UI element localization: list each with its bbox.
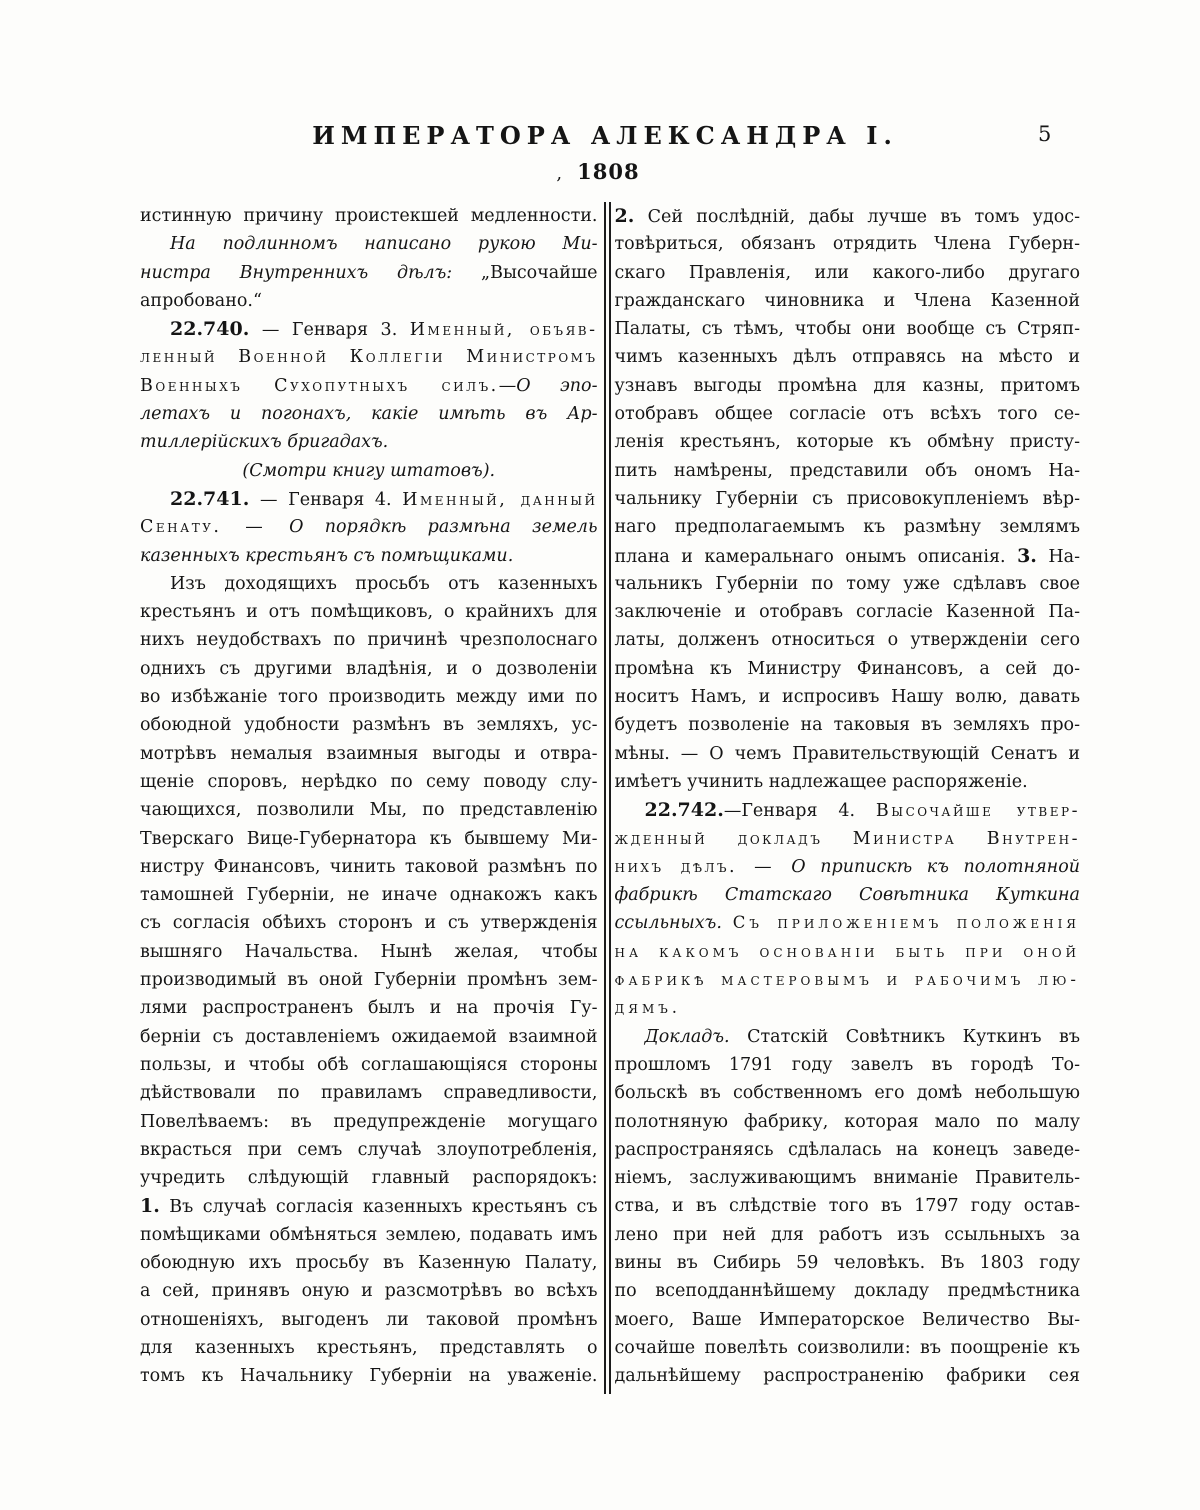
text-segment: Повелѣваемъ: въ предупрежденіе могущаго [140, 1111, 598, 1132]
text-line [615, 259, 1081, 287]
text-line [140, 881, 598, 909]
right-column [615, 202, 1081, 1390]
text-segment: отношеніяхъ, выгоденъ ли таковой промѣнъ [140, 1309, 598, 1330]
text-line [615, 1334, 1081, 1362]
text-segment: ленія крестьянъ, которые къ обмѣну присту- [614, 432, 1080, 453]
text-line [140, 259, 598, 287]
text-line [615, 1306, 1081, 1334]
text-line [140, 1108, 598, 1136]
year-label: 1808 [577, 159, 640, 184]
text-segment: Палаты, съ тѣмъ, чтобы они вообще съ Стряп- [614, 319, 1080, 340]
text-segment: нистра Внутреннихъ дѣлъ: [140, 262, 482, 283]
text-segment: носитъ Намъ, и испросивъ Нашу волю, давать [614, 687, 1080, 708]
text-line [615, 740, 1081, 768]
text-segment: 22.742. [644, 799, 724, 822]
text-segment: распространяясь сдѣлалась на конецъ заведе- [614, 1139, 1080, 1160]
text-line [615, 372, 1081, 400]
text-line [615, 1277, 1081, 1305]
text-segment: жденный докладъ Министра Внутрен- [614, 828, 1080, 849]
text-segment: Тверскаго Вице-Губернатора къ бывшему Ми- [140, 828, 598, 849]
text-line [140, 372, 598, 400]
text-segment: Докладъ. [644, 1026, 730, 1047]
text-segment: товѣриться, обязанъ отрядить Члена Губерн- [614, 234, 1080, 255]
text-line [615, 825, 1081, 853]
text-segment: 1. [140, 1195, 160, 1218]
text-segment: промѣна къ Министру Финансовъ, а сей до- [614, 658, 1080, 679]
text-line [140, 343, 598, 371]
text-segment: лено при ней для работъ изъ ссыльныхъ за [614, 1224, 1080, 1245]
text-segment: гражданскаго чиновника и Члена Казенной [614, 290, 1080, 311]
text-line [140, 626, 598, 654]
text-segment: летахъ и погонахъ, какіе имѣть въ Ар- [140, 404, 598, 425]
text-segment: латы, долженъ относиться о утвержденіи сего [614, 630, 1080, 651]
text-segment: дѣйствовали по правиламъ справедливости, [140, 1083, 598, 1104]
text-line [140, 966, 598, 994]
text-line [615, 909, 1081, 937]
text-line [615, 768, 1081, 796]
text-segment: Въ случаѣ согласія казенныхъ крестьянъ съ [159, 1197, 598, 1218]
text-segment: нихъ дѣлъ. — [614, 856, 792, 877]
text-segment: пользы, и чтобы обѣ соглашающіяся стороны [140, 1054, 598, 1075]
left-column [140, 202, 598, 1390]
text-segment: Высочайше утвер- [875, 801, 1080, 822]
text-segment: ссыльныхъ. [614, 913, 733, 934]
text-line [615, 881, 1081, 909]
text-segment: 2. [614, 205, 635, 227]
text-line [140, 428, 598, 456]
text-line [140, 740, 598, 768]
text-line [615, 542, 1081, 570]
text-line [615, 683, 1081, 711]
text-segment: фабрикѣ мастеровымъ и рабочимъ лю- [614, 970, 1080, 990]
text-segment: чальникъ Губерніи по тому уже сдѣлавъ свое [614, 573, 1080, 594]
text-line [140, 230, 598, 258]
text-segment: нихъ неудобствахъ по причинѣ чрезполоснаго [140, 630, 598, 651]
text-line [615, 1221, 1081, 1249]
text-line [140, 315, 598, 343]
text-segment: дямъ. [614, 998, 682, 1018]
page-number: 5 [1038, 122, 1052, 146]
text-line [140, 1277, 598, 1305]
text-segment: помѣщиками обмѣняться землею, подавать имъ [140, 1224, 598, 1245]
text-line [140, 1249, 598, 1277]
text-line [615, 485, 1081, 513]
text-line [140, 400, 598, 428]
text-line [615, 1051, 1081, 1079]
text-segment: „Высочайше [481, 262, 598, 283]
text-segment: тиллерійскихъ бригадахъ. [140, 432, 389, 453]
text-segment: О порядкѣ размѣна земель [289, 517, 598, 538]
text-line [615, 1192, 1081, 1220]
text-line [140, 1136, 598, 1164]
text-segment: —Генваря 4. [723, 801, 876, 822]
text-segment: больскѣ въ собственномъ его домѣ небольшую [614, 1083, 1080, 1104]
text-line [615, 570, 1081, 598]
text-line [615, 400, 1081, 428]
text-columns [140, 202, 1080, 1394]
text-line [140, 1306, 598, 1334]
text-segment: казенныхъ крестьянъ съ помѣщиками. [140, 545, 514, 566]
text-segment: чимъ казенныхъ дѣлъ отправясь на мѣсто и [614, 347, 1080, 368]
text-segment: ленный Военной Коллегіи Министромъ [140, 347, 598, 368]
text-line [140, 1079, 598, 1107]
year-ornament: , [556, 163, 564, 184]
text-line [140, 542, 598, 570]
text-line [615, 626, 1081, 654]
text-segment: прошломъ 1791 году завелъ въ городѣ То- [614, 1054, 1080, 1075]
text-segment: обоюдной удобности размѣнъ въ земляхъ, ус- [140, 715, 598, 736]
text-segment: крестьянъ и отъ помѣщиковъ, о крайнихъ для [140, 602, 598, 623]
text-segment: по всеподданнѣйшему докладу предмѣстника [614, 1281, 1080, 1302]
text-line [615, 1362, 1081, 1390]
text-line [140, 683, 598, 711]
text-segment: дальнѣйшему распространенію фабрики сея [614, 1366, 1080, 1387]
text-segment: узнавъ выгоды промѣна для казны, притомъ [614, 375, 1080, 396]
text-line [140, 457, 598, 485]
text-line [140, 287, 598, 315]
text-line [140, 768, 598, 796]
text-segment: —О эпо- [498, 375, 598, 396]
text-line [615, 428, 1081, 456]
text-line [140, 1334, 598, 1362]
text-segment: фабрикѣ Статскаго Совѣтника Куткина [614, 885, 1080, 906]
text-segment: чающихся, позволили Мы, по представленію [140, 800, 598, 821]
text-line [615, 1136, 1081, 1164]
text-line [140, 1221, 598, 1249]
text-segment: апробовано.“ [140, 290, 262, 311]
text-line [615, 966, 1081, 994]
text-segment: На- [1036, 546, 1080, 567]
text-segment: чальнику Губерніи съ присовокупленіемъ вѣр- [614, 488, 1080, 509]
text-line [615, 796, 1081, 824]
text-line [140, 938, 598, 966]
text-segment: (Смотри книгу штатовъ). [242, 460, 496, 481]
text-line [140, 711, 598, 739]
text-segment: а сей, принявъ оную и разсмотрѣвъ во всѣхъ [140, 1281, 598, 1302]
text-segment: О припискѣ къ полотняной [791, 856, 1081, 877]
text-line [615, 457, 1081, 485]
text-segment: Военныхъ Сухопутныхъ силъ. [140, 375, 499, 396]
text-segment: учредить слѣдующій главный распорядокъ: [140, 1168, 598, 1189]
text-line [615, 1249, 1081, 1277]
text-line [615, 1108, 1081, 1136]
text-line [140, 909, 598, 937]
page-title: ИМПЕРАТОРА АЛЕКСАНДРА I. [312, 121, 898, 150]
text-segment: томъ къ Начальнику Губерніи на уваженіе. [140, 1366, 598, 1387]
text-line [615, 1079, 1081, 1107]
text-line [615, 230, 1081, 258]
text-segment: будетъ позволеніе на таковыя въ земляхъ про- [614, 715, 1080, 736]
text-segment: сочайше повелѣть соизволили: въ поощреніе къ [614, 1337, 1080, 1358]
text-segment: отобравъ общее согласіе отъ всѣхъ того се- [614, 404, 1080, 425]
text-line [140, 1023, 598, 1051]
text-line [140, 796, 598, 824]
text-segment: Съ приложеніемъ положенія [732, 913, 1080, 933]
text-segment: Изъ доходящихъ просьбъ отъ казенныхъ [170, 573, 598, 594]
text-segment: Статскій Совѣтникъ Куткинъ въ [729, 1026, 1080, 1047]
text-line [615, 994, 1081, 1022]
text-segment: однихъ съ другими владѣнія, и о дозволеніи [140, 658, 598, 679]
text-segment: — Генваря 3. [249, 320, 410, 341]
text-line [140, 570, 598, 598]
text-line [615, 513, 1081, 541]
text-line [140, 513, 598, 541]
text-line [615, 1023, 1081, 1051]
text-line [140, 485, 598, 513]
text-segment: щеніе споровъ, нерѣдко по сему поводу слу- [140, 771, 598, 792]
text-segment: производимый въ оной Губерніи промѣнъ зем- [140, 970, 598, 991]
text-line [140, 825, 598, 853]
text-line [140, 655, 598, 683]
text-segment: На подлинномъ написано рукою Ми- [170, 234, 598, 255]
text-line [615, 315, 1081, 343]
text-line [140, 1164, 598, 1192]
text-line [615, 202, 1081, 230]
text-segment: обоюдную ихъ просьбу въ Казенную Палату, [140, 1252, 598, 1273]
text-segment: ніемъ, заслуживающимъ вниманіе Правитель- [614, 1168, 1080, 1189]
text-segment: нистру Финансовъ, чинить таковой размѣнъ по [140, 856, 598, 877]
text-segment: пить намѣрены, представили объ ономъ На- [614, 460, 1080, 481]
text-segment: Сенату. — [140, 517, 290, 538]
text-line [615, 655, 1081, 683]
text-segment: Сей послѣдній, дабы лучше въ томъ удос- [634, 207, 1080, 227]
text-segment: на какомъ основаніи быть при оной [614, 941, 1080, 961]
text-line [615, 853, 1081, 881]
text-segment: вины въ Сибирь 59 человѣкъ. Въ 1803 году [614, 1252, 1080, 1273]
text-segment: плана и камеральнаго онымъ описанія. [614, 546, 1018, 567]
column-divider [604, 202, 611, 1394]
text-line [615, 711, 1081, 739]
text-segment: берніи съ доставленіемъ ожидаемой взаимной [140, 1026, 598, 1047]
text-segment: лями распространенъ былъ и на прочія Гу- [140, 998, 598, 1019]
text-segment: моего, Ваше Императорское Величество Вы- [614, 1309, 1080, 1330]
text-segment: вышняго Начальства. Нынѣ желая, чтобы [140, 941, 598, 962]
text-segment: 22.741. [170, 487, 250, 510]
text-segment: для казенныхъ крестьянъ, представлять о [140, 1337, 598, 1358]
text-segment: мотрѣвъ немалыя взаимныя выгоды и отвра- [140, 743, 598, 764]
text-segment: — Генваря 4. [249, 489, 403, 510]
text-segment: Именный, данный [402, 489, 598, 510]
text-segment: мѣны. — О чемъ Правительствующій Сенатъ и [614, 743, 1080, 764]
text-segment: вкрасться при семъ случаѣ злоупотребленія, [140, 1139, 598, 1160]
text-line [615, 938, 1081, 966]
text-segment: заключеніе и отобравъ согласіе Казенной Па- [614, 602, 1080, 623]
text-segment: 3. [1017, 544, 1037, 567]
text-segment: 22.740. [170, 318, 250, 341]
text-segment: истинную причину проистекшей медленности. [140, 206, 598, 226]
text-segment: имѣетъ учинить надлежащее распоряженіе. [614, 771, 1028, 792]
text-segment: скаго Правленія, или какого-либо другаго [614, 262, 1080, 283]
text-segment: полотняную фабрику, которая мало по малу [614, 1111, 1080, 1132]
text-line [615, 1164, 1081, 1192]
text-segment: съ согласія обѣихъ сторонъ и съ утвержденія [140, 913, 598, 934]
text-line [140, 202, 598, 230]
text-segment: Именный, объяв- [409, 320, 598, 341]
text-line [615, 343, 1081, 371]
text-line [140, 994, 598, 1022]
text-segment: тамошней Губерніи, не иначе однакожъ какъ [140, 885, 598, 906]
text-line [140, 598, 598, 626]
text-line [615, 598, 1081, 626]
text-segment: ства, и въ слѣдствіе того въ 1797 году остав- [614, 1196, 1080, 1217]
year-heading [556, 159, 639, 184]
text-line [140, 1362, 598, 1390]
text-line [140, 853, 598, 881]
text-segment: во избѣжаніе того производить между ими по [140, 687, 598, 708]
text-line [615, 287, 1081, 315]
text-line [140, 1192, 598, 1220]
text-line [140, 1051, 598, 1079]
text-segment: наго предполагаемымъ къ размѣну землямъ [614, 517, 1080, 538]
